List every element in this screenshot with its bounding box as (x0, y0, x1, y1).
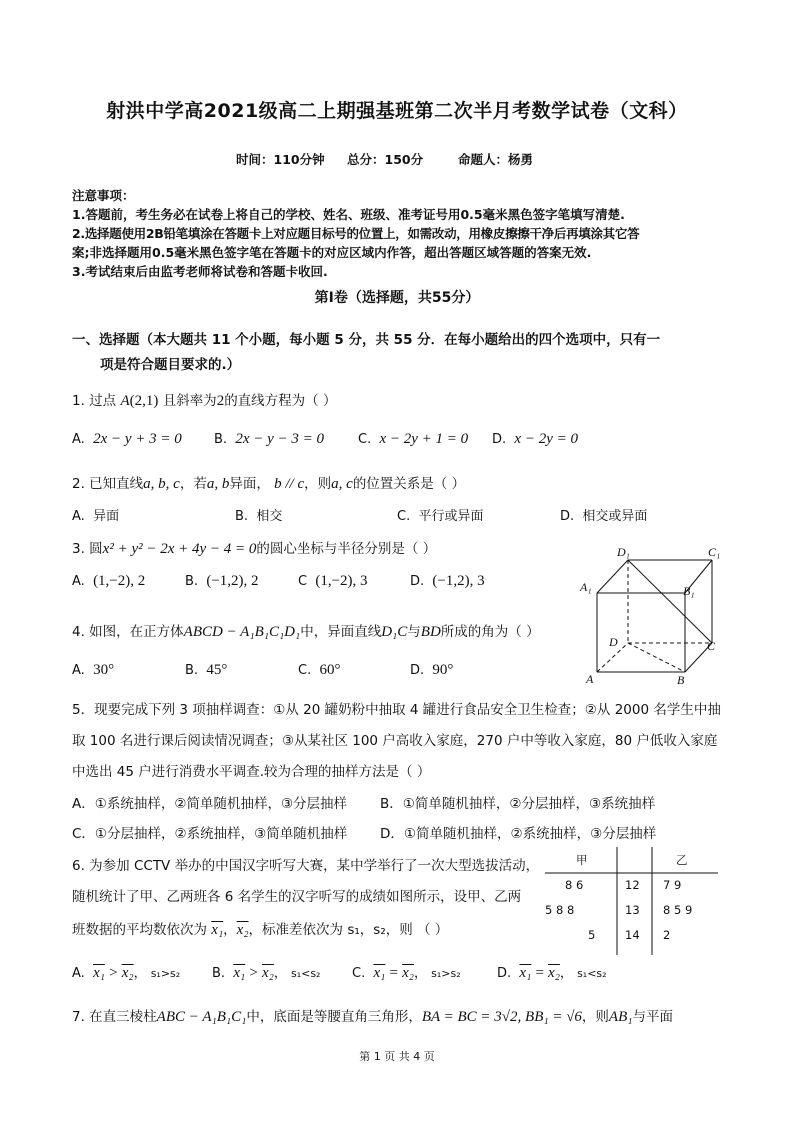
notice-item: 1.答题前，考生务必在试卷上将自己的学校、姓名、班级、准考证号用0.5毫米黑色签字笔填写清楚. (72, 207, 625, 222)
notice-item: 3.考试结束后由监考老师将试卷和答题卡收回. (72, 264, 328, 279)
q6-option-d: D. x₁ = x₂， s₁<s₂ (497, 965, 607, 981)
q3-option-c: C (1,−2), 3 (298, 573, 368, 589)
q4-option-a: A. 30° (72, 662, 115, 678)
part-instructions: 一、选择题（本大题共 11 个小题，每小题 5 分，共 55 分．在每小题给出的四个选项中，只有一 (72, 332, 661, 348)
q2-option-c: C. 平行或异面 (397, 509, 484, 524)
stem-row-stem: 13 (625, 903, 640, 917)
q4-option-b: B. 45° (185, 662, 228, 678)
q1-option-b: B. 2x − y − 3 = 0 (214, 431, 325, 447)
question-6-line: 班数据的平均数依次为 x₁，x₂，标准差依次为 s₁，s₂，则 （ ） (72, 922, 449, 938)
question-3: 3. 圆x² + y² − 2x + 4y − 4 = 0的圆心坐标与半径分别是（ ） (72, 541, 437, 557)
q1-option-a: A. 2x − y + 3 = 0 (72, 431, 182, 447)
section-title: 第Ⅰ卷（选择题，共55分） (314, 290, 480, 306)
stem-row-right: 2 (663, 928, 671, 942)
q4-option-d: D. 90° (410, 662, 454, 678)
q6-option-a: A. x₁ > x₂， s₁>s₂ (72, 965, 181, 981)
label-d: D (609, 635, 618, 649)
stem-row-stem: 12 (625, 878, 640, 892)
question-1: 1. 过点 A(2,1) 且斜率为2的直线方程为（ ） (72, 393, 337, 409)
q5-option-a: A．①系统抽样，②简单随机抽样，③分层抽样 (72, 796, 348, 812)
question-4: 4. 如图，在正方体ABCD − A₁B₁C₁D₁中，异面直线D₁C与BD所成的角为（ ） (72, 624, 540, 640)
exam-score: 总分：150分 (347, 152, 424, 167)
stem-row-right: 7 9 (663, 878, 682, 892)
q1-option-d: D. x − 2y = 0 (492, 431, 578, 447)
part-instructions-cont: 项是符合题目要求的.） (100, 357, 241, 373)
stem-row-left: 8 6 (565, 878, 584, 892)
notice-item: 2.选择题使用2B铅笔填涂在答题卡上对应题目标号的位置上，如需改动，用橡皮擦擦干净后再填涂其它答 (72, 226, 640, 241)
label-b1: B₁ (683, 584, 695, 598)
label-d1: D₁ (617, 545, 630, 559)
question-7: 7. 在直三棱柱ABC − A₁B₁C₁中，底面是等腰直角三角形，BA = BC = 3√2, BB₁ = √6，则AB₁与平面 (72, 1009, 673, 1025)
q6-option-b: B. x₁ > x₂， s₁<s₂ (212, 965, 321, 981)
notice-item: 案;非选择题用0.5毫米黑色签字笔在答题卡的对应区域内作答，超出答题区域答题的答案无效. (72, 245, 592, 260)
stem-header-left: 甲 (576, 853, 588, 867)
stem-row-left: 5 8 8 (545, 903, 575, 917)
q2-option-a: A. 异面 (72, 509, 120, 524)
q2-option-b: B. 相交 (235, 509, 283, 524)
label-a1: A₁ (580, 580, 592, 594)
q1-option-c: C. x − 2y + 1 = 0 (358, 431, 469, 447)
stem-header-right: 乙 (676, 853, 688, 867)
question-5-line: 5．现要完成下列 3 项抽样调查：①从 20 罐奶粉中抽取 4 罐进行食品安全卫生检查；②从 2000 名学生中抽 (72, 702, 721, 718)
label-a: A (586, 672, 594, 686)
exam-title: 射洪中学高2021级高二上期强基班第二次半月考数学试卷（文科） (106, 100, 688, 122)
label-c1: C₁ (708, 545, 721, 559)
q5-option-d: D．①简单随机抽样，②系统抽样，③分层抽样 (380, 826, 657, 842)
q3-option-b: B. (−1,2), 2 (185, 573, 259, 589)
question-5-line: 中选出 45 户进行消费水平调查.较为合理的抽样方法是（ ） (72, 764, 431, 780)
q4-option-c: C. 60° (298, 662, 341, 678)
q5-option-b: B．①简单随机抽样，②分层抽样，③系统抽样 (380, 796, 656, 812)
notice-heading: 注意事项： (72, 188, 135, 203)
exam-time: 时间：110分钟 (236, 152, 325, 167)
page-footer: 第 1 页 共 4 页 (359, 1050, 435, 1063)
q5-option-c: C．①分层抽样，②系统抽样，③简单随机抽样 (72, 826, 348, 842)
q2-option-d: D. 相交或异面 (560, 509, 648, 524)
stem-row-right: 8 5 9 (663, 903, 693, 917)
q6-option-c: C. x₁ = x₂， s₁>s₂ (352, 965, 461, 981)
question-6-line: 随机统计了甲、乙两班各 6 名学生的汉字听写的成绩如图所示，设甲、乙两 (72, 889, 522, 905)
question-2: 2. 已知直线a, b, c，若a, b异面， b // c，则a, c的位置关系是（ ） (72, 476, 466, 492)
stem-row-stem: 14 (625, 928, 640, 942)
q3-option-d: D. (−1,2), 3 (410, 573, 485, 589)
exam-author: 命题人：杨勇 (458, 152, 534, 167)
stem-row-left: 5 (588, 928, 596, 942)
question-6-line: 6. 为参加 CCTV 举办的中国汉字听写大赛，某中学举行了一次大型选拔活动， (72, 858, 540, 874)
q3-option-a: A. (1,−2), 2 (72, 573, 146, 589)
label-b: B (677, 673, 685, 687)
question-5-line: 取 100 名进行课后阅读情况调查；③从某社区 100 户高收入家庭，270 户中等收入家庭，80 户低收入家庭 (72, 733, 718, 749)
label-c: C (707, 639, 716, 653)
